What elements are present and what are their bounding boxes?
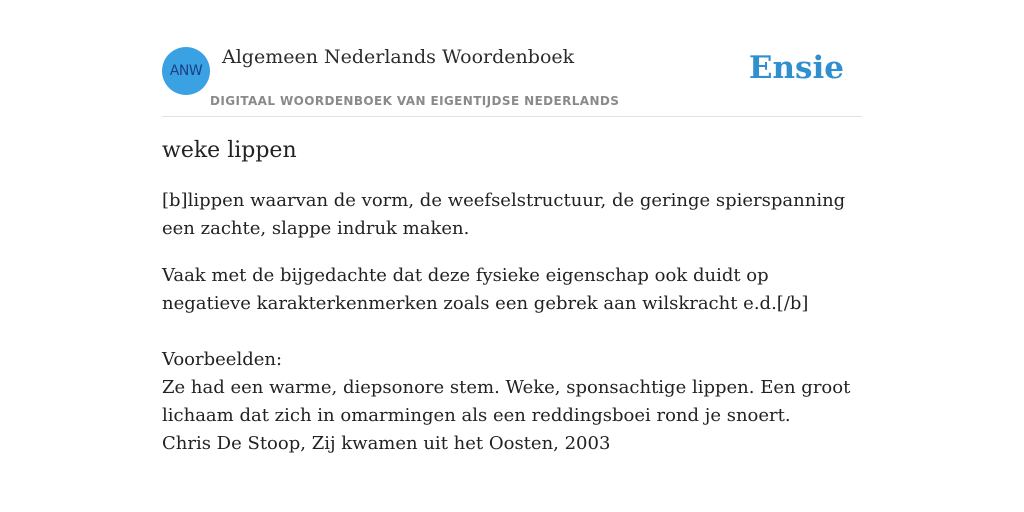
entry-content: [162, 138, 852, 458]
example-text: Ze had een warme, diepsonore stem. Weke, sponsachtige lippen. Een groot lichaam dat zich in omarmingen als een reddingsboei rond je snoert.: [162, 377, 851, 426]
example-source: Chris De Stoop, Zij kwamen uit het Oosten, 2003: [162, 433, 611, 454]
entry-definition: [b]lippen waarvan de vorm, de weefselstructuur, de geringe spierspanning een zachte, slappe indruk maken.: [162, 190, 846, 239]
examples-label: Voorbeelden:: [162, 349, 283, 370]
ensie-brand-link[interactable]: Ensie: [748, 50, 844, 86]
logo-text: ANW: [169, 63, 203, 79]
site-header: [162, 40, 862, 117]
site-title[interactable]: Algemeen Nederlands Woordenboek: [222, 46, 575, 68]
entry-note: Vaak met de bijgedachte dat deze fysieke eigenschap ook duidt op negatieve karakterkenmerken zoals een gebrek aan wilskracht e.d.[/b]: [162, 265, 809, 314]
site-subtitle: DIGITAAL WOORDENBOEK VAN EIGENTIJDSE NEDERLANDS: [210, 94, 620, 108]
entry-headword: weke lippen: [162, 138, 297, 163]
examples-section: [162, 346, 852, 458]
anw-logo[interactable]: [162, 47, 210, 95]
